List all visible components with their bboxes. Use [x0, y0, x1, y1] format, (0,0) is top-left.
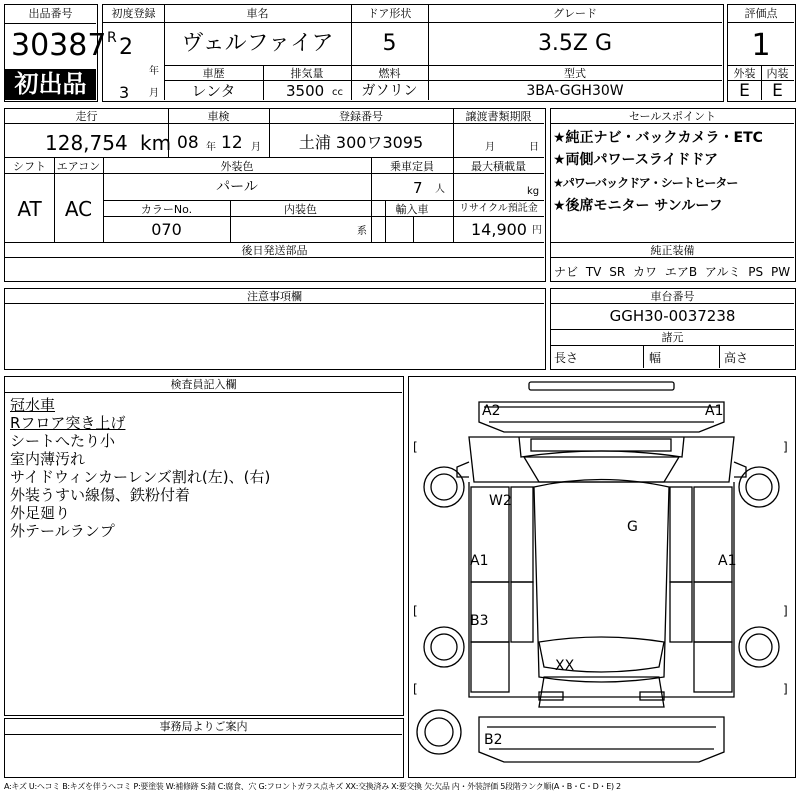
transfer-month-unit: 月 — [485, 142, 495, 153]
displacement-unit: cc — [332, 87, 343, 98]
color-no-value: 070 — [151, 220, 182, 239]
model-label: 型式 — [564, 67, 586, 80]
grade-value: 3.5Z G — [537, 31, 613, 56]
dims-header: 諸元 — [661, 331, 684, 344]
displacement-value: 3500 — [286, 82, 325, 100]
int-color-label: 内装色 — [284, 203, 317, 216]
inspector-line-1: 冠水車 — [10, 396, 56, 414]
import-label: 輸入車 — [395, 203, 429, 216]
bracket-left-rear: [ — [413, 604, 418, 618]
bracket-right-front: ] — [783, 440, 788, 454]
inspector-line-7: 外足廻り — [10, 504, 71, 522]
equip-tv: TV — [585, 265, 602, 279]
displacement-label: 排気量 — [290, 67, 324, 80]
recycle-label: リサイクル預託金 — [459, 203, 538, 214]
mark-w2: W2 — [489, 493, 512, 509]
width-label: 幅 — [649, 351, 662, 365]
lot-box — [4, 4, 107, 102]
sales-points-box — [550, 108, 796, 282]
vehicle-header — [102, 4, 724, 102]
bracket-left-back: [ — [413, 682, 418, 696]
transfer-label: 譲渡書類期限 — [465, 110, 532, 123]
door-value: 5 — [382, 31, 397, 56]
ext-color-label: 外装色 — [220, 160, 254, 173]
color-no-label: カラーNo. — [140, 203, 193, 216]
equip-pw: PW — [770, 265, 791, 279]
plate-value: 土浦 300ワ3095 — [298, 133, 424, 152]
equip-sr: SR — [609, 265, 626, 279]
bracket-left-front: [ — [413, 440, 418, 454]
inspector-line-8: 外テールランプ — [10, 522, 115, 540]
equip-ps: PS — [748, 265, 764, 279]
mileage-value: 128,754 — [45, 131, 128, 155]
office-header: 事務局よりご案内 — [159, 720, 248, 733]
mileage-label: 走行 — [75, 110, 98, 123]
height-label: 高さ — [724, 351, 749, 365]
mark-a1-left: A1 — [470, 553, 489, 569]
mileage-unit: km — [140, 131, 172, 155]
chassis-value: GGH30-0037238 — [609, 307, 736, 325]
legend-footer: A:キズ U:ヘコミ B:キズを伴うヘコミ P:要塗装 W:補修跡 S:錆 C:腐食、穴 G:フロントガラス点キズ XX:交換済み X:要交換 欠:欠品 内・外装評価 5段階ランク順(A・B・C・D・E) 2 — [4, 782, 621, 791]
equipment-list — [554, 263, 790, 280]
mark-a1-right: A1 — [718, 553, 737, 569]
length-label: 長さ — [554, 351, 579, 365]
capacity-value: 7 — [413, 179, 423, 197]
first-reg-year: 2 — [119, 35, 133, 60]
fuel-label: 燃料 — [378, 67, 401, 80]
door-label: ドア形状 — [367, 7, 412, 20]
chassis-header: 車台番号 — [650, 290, 695, 303]
exterior-label: 外装 — [733, 67, 756, 80]
car-name-label: 車名 — [246, 7, 269, 20]
mark-a2-front: A2 — [482, 403, 501, 419]
details-box — [4, 108, 546, 282]
inspection-year-unit: 年 — [206, 142, 216, 153]
mark-xx: XX — [555, 658, 575, 674]
first-time-badge: 初出品 — [5, 69, 96, 100]
grade-label: グレード — [553, 7, 597, 20]
first-reg-label: 初度登録 — [111, 7, 156, 20]
inspection-year: 08 — [177, 133, 199, 153]
mark-g: G — [627, 519, 638, 535]
car-name: ヴェルファイア — [181, 31, 334, 56]
mark-a1-front: A1 — [705, 403, 724, 419]
inspector-line-2: Rフロア突き上げ — [10, 414, 126, 432]
first-reg-month: 3 — [119, 83, 130, 102]
car-diagram — [409, 377, 794, 776]
score-value: 1 — [751, 28, 771, 63]
inspection-month: 12 — [221, 133, 243, 153]
month-unit: 月 — [149, 88, 159, 99]
inspection-label: 車検 — [207, 110, 230, 123]
equip-alloy: アルミ — [704, 265, 741, 279]
mark-b2: B2 — [484, 732, 503, 748]
shift-label: シフト — [13, 160, 46, 173]
load-label: 最大積載量 — [471, 160, 526, 173]
office-box — [4, 718, 404, 778]
ext-color-value: パール — [216, 179, 258, 195]
interior-label: 内装 — [766, 67, 789, 80]
sales-header: セールスポイント — [628, 110, 716, 123]
inspector-line-5: サイドウィンカーレンズ割れ(左)、(右) — [10, 468, 271, 486]
bracket-right-back: ] — [783, 682, 788, 696]
inspector-box — [4, 376, 404, 716]
shift-value: AT — [17, 197, 42, 221]
equip-airbag: エアB — [664, 265, 698, 279]
chassis-box — [550, 288, 796, 370]
inspection-month-unit: 月 — [251, 142, 261, 153]
equip-nav: ナビ — [554, 265, 579, 279]
mark-b3: B3 — [470, 613, 489, 629]
ac-value: AC — [64, 197, 93, 221]
history-label: 車歴 — [202, 67, 225, 80]
notes-header: 注意事項欄 — [247, 290, 302, 303]
lot-number: 30387 — [11, 28, 107, 63]
capacity-unit: 人 — [435, 184, 445, 195]
sales-point-3: ★パワーバックドア・シートヒーター — [553, 176, 738, 190]
inspector-line-6: 外装うすい線傷、鉄粉付着 — [10, 486, 191, 504]
bracket-right-rear: ] — [783, 604, 788, 618]
model-value: 3BA-GGH30W — [526, 83, 624, 99]
fuel-value: ガソリン — [361, 83, 418, 99]
capacity-label: 乗車定員 — [390, 160, 434, 173]
plate-label: 登録番号 — [339, 110, 383, 123]
sales-point-4: ★後席モニター サンルーフ — [553, 198, 723, 214]
score-box — [727, 4, 796, 102]
sales-point-1: ★純正ナビ・バックカメラ・ETC — [553, 130, 763, 146]
load-unit: kg — [527, 186, 540, 197]
inspector-header: 検査員記入欄 — [170, 378, 237, 391]
lot-label: 出品番号 — [28, 7, 73, 20]
notes-box — [4, 288, 546, 370]
inspector-line-4: 室内薄汚れ — [10, 450, 86, 468]
score-label: 評価点 — [744, 7, 778, 20]
inspector-line-3: シートへたり小 — [10, 432, 116, 450]
first-reg-era: R — [107, 30, 117, 46]
recycle-value: 14,900 — [471, 220, 527, 239]
transfer-day-unit: 日 — [529, 142, 539, 153]
int-color-unit: 系 — [357, 226, 367, 237]
history-value: レンタ — [191, 82, 236, 100]
equip-leather: カワ — [633, 265, 658, 279]
exterior-score: E — [739, 81, 750, 101]
parts-label: 後日発送部品 — [241, 244, 308, 257]
equipment-header: 純正装備 — [650, 244, 695, 257]
interior-score: E — [772, 81, 783, 101]
sales-point-2: ★両側パワースライドドア — [553, 152, 719, 168]
car-diagram-box — [408, 376, 796, 778]
year-unit: 年 — [149, 66, 159, 77]
recycle-unit: 円 — [532, 225, 542, 236]
ac-label: エアコン — [56, 160, 101, 173]
